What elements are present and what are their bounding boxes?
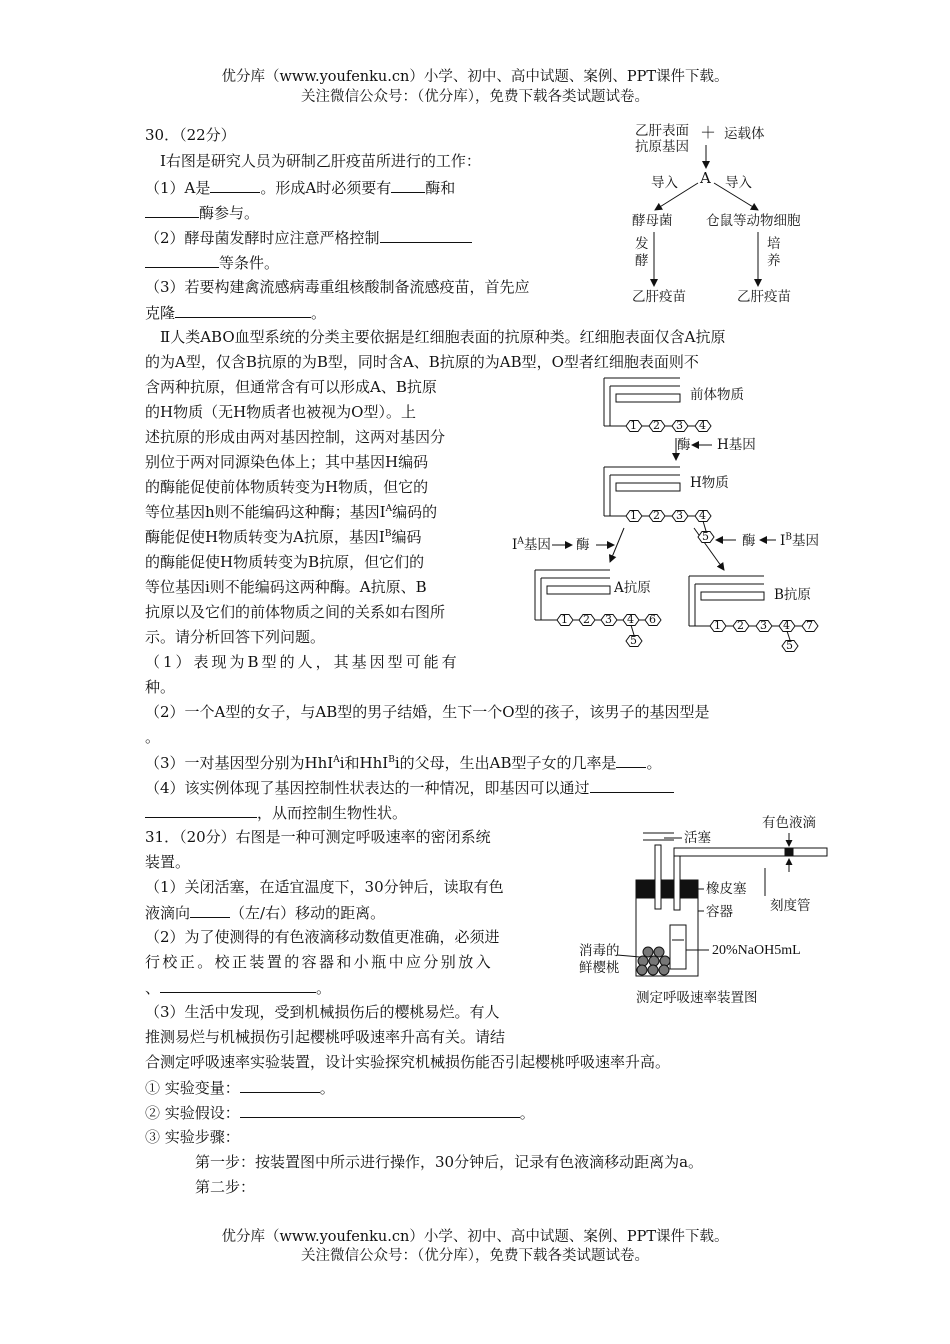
enzyme-b-label: 酶: [742, 533, 756, 549]
q30-part2-line11: 等位基因i则不能编码这两种酶。A抗原、B: [145, 578, 427, 596]
scale-tube-label: 刻度管: [770, 898, 811, 914]
ferment-label-2: 酵: [635, 253, 649, 269]
q30-part1-q2: （2）酵母菌发酵时应注意严格控制: [145, 226, 472, 249]
page-header-line2: 关注微信公众号：（优分库），免费下载各类试题试卷。: [301, 89, 649, 105]
q31-line1: 31．（20分）右图是一种可测定呼吸速率的密闭系统: [145, 828, 491, 846]
sugar-number: 3: [605, 613, 612, 626]
sugar-number: 5: [786, 639, 793, 652]
rubber-stopper-label: 橡皮塞: [706, 881, 747, 897]
vector-label: 运载体: [724, 126, 765, 142]
enzyme-a-label: 酶: [576, 537, 590, 553]
vaccine-left-label: 乙肝疫苗: [632, 289, 686, 305]
h-gene-label: H基因: [717, 437, 756, 453]
q30-part2-line8: 等位基因h则不能编码这种酶；基因$I^A$编码的: [145, 503, 438, 521]
cherries-label-2: 鲜樱桃: [579, 960, 620, 976]
a-antigen-label: A抗原: [614, 580, 651, 596]
q30-part1-q2-cont: 等条件。: [145, 251, 279, 274]
q31-hypothesis: ② 实验假设： 。: [145, 1101, 535, 1124]
sugar-number: 1: [714, 619, 721, 632]
q30-part1-q3-cont: 克隆 。: [145, 301, 326, 324]
gene-label-2: 抗原基因: [635, 139, 689, 155]
q31-step2: 第二步：: [195, 1178, 256, 1196]
vaccine-right-label: 乙肝疫苗: [737, 289, 791, 305]
q30-part2-line7: 的酶能促使前体物质转变为H物质，但它的: [145, 478, 429, 496]
q31-line7: 、 。: [145, 976, 331, 999]
container-label: 容器: [706, 904, 733, 920]
q31-line10: 合测定呼吸速率实验装置，设计实验探究机械损伤能否引起樱桃呼吸速率升高。: [145, 1053, 671, 1071]
import-left-label: 导入: [651, 175, 678, 191]
q30-part1-q1: （1）A是 。形成A时必须要有 酶和: [145, 176, 455, 199]
ia-gene-label: $I^A$基因: [512, 536, 551, 553]
q31-step1: 第一步：按装置图中所示进行操作，30分钟后，记录有色液滴移动距离为a。: [195, 1153, 704, 1171]
sugar-number: 3: [676, 419, 683, 432]
colored-drop-label: 有色液滴: [762, 815, 816, 831]
plus-sign: ＋: [700, 123, 717, 142]
animal-cells-label: 仓鼠等动物细胞: [706, 213, 801, 229]
ferment-label-1: 发: [635, 236, 649, 252]
enzyme-h-label: 酶: [677, 437, 691, 453]
sugar-number: 1: [561, 613, 568, 626]
sugar-number: 6: [649, 613, 656, 626]
q30-title: 30．（22分）: [145, 126, 236, 144]
q30-part2-line12: 抗原以及它们的前体物质之间的关系如右图所: [145, 603, 446, 621]
q30-part2-line9: 酶能促使H物质转变为A抗原，基因$I^B$编码: [145, 528, 422, 546]
apparatus-caption: 测定呼吸速率装置图: [636, 990, 758, 1006]
q30-part2-line5: 述抗原的形成由两对基因控制，这两对基因分: [145, 428, 446, 446]
sugar-number: 4: [699, 419, 706, 432]
sugar-number: 4: [699, 509, 706, 522]
q31-line5: （2）为了使测得的有色液滴移动数值更准确，必须进: [145, 928, 500, 946]
sugar-number: 2: [653, 509, 660, 522]
naoh-label: 20%NaOH5mL: [712, 943, 801, 958]
sugar-number: 7: [806, 619, 813, 632]
q31-line6: 行校正。校正装置的容器和小瓶中应分别放入: [145, 953, 494, 971]
q30-part2-line4: 的H物质（无H物质者也被视为O型）。上: [145, 403, 416, 421]
sugar-number: 4: [627, 613, 634, 626]
gene-label: 乙肝表面: [635, 123, 689, 139]
sugar-number: 3: [760, 619, 767, 632]
node-a: A: [700, 169, 711, 187]
sugar-number: 2: [583, 613, 590, 626]
sugar-number: 5: [702, 530, 709, 543]
q30-part2-q1-cont: 种。: [145, 678, 176, 696]
q30-part1-q3: （3）若要构建禽流感病毒重组核酸制备流感疫苗，首先应: [145, 278, 530, 296]
sugar-number: 2: [737, 619, 744, 632]
q30-part1-intro: Ⅰ右图是研究人员为研制乙肝疫苗所进行的工作：: [160, 152, 481, 170]
q31-variable: ① 实验变量： 。: [145, 1076, 335, 1099]
ib-gene-label: $I^B$基因: [780, 532, 819, 549]
q30-part2-q1: （1）表现为B型的人，其基因型可能有: [145, 653, 460, 671]
q30-part2-q2-cont: 。: [145, 728, 161, 746]
q30-part2-q2: （2）一个A型的女子，与AB型的男子结婚，生下一个O型的孩子，该男子的基因型是: [145, 703, 710, 721]
q31-line8: （3）生活中发现，受到机械损伤后的樱桃易烂。有人: [145, 1003, 500, 1021]
sugar-number: 1: [630, 419, 637, 432]
q31-line2: 装置。: [145, 853, 191, 871]
sugar-number: 3: [676, 509, 683, 522]
page-footer-line2: 关注微信公众号：（优分库），免费下载各类试题试卷。: [301, 1248, 649, 1264]
import-right-label: 导入: [725, 175, 752, 191]
stopcock-label: 活塞: [684, 830, 711, 846]
yeast-label: 酵母菌: [632, 213, 673, 229]
sugar-number: 2: [653, 419, 660, 432]
q30-part2-line3: 含两种抗原，但通常含有可以形成A、B抗原: [145, 378, 437, 396]
q30-part2-line6: 别位于两对同源染色体上；其中基因H编码: [145, 453, 429, 471]
q30-part2-q4-cont: ，从而控制生物性状。: [145, 801, 407, 824]
q30-part2-q3: （3）一对基因型分别为HhI$^A$i和HhI$^B$i的父母，生出AB型子女的几率是 。: [145, 751, 661, 774]
culture-label-2: 养: [767, 253, 781, 269]
page-footer-line1: 优分库（www.youfenku.cn）小学、初中、高中试题、案例、PPT课件下载。: [221, 1229, 729, 1245]
sugar-number: 1: [630, 509, 637, 522]
q30-part2-line1: Ⅱ人类ABO血型系统的分类主要依据是红细胞表面的抗原种类。红细胞表面仅含A抗原: [160, 328, 726, 346]
q30-part2-line2: 的为A型，仅含B抗原的为B型，同时含A、B抗原的为AB型，O型者红细胞表面则不: [145, 353, 699, 371]
q31-steps-heading: ③ 实验步骤：: [145, 1128, 240, 1146]
sugar-number: 5: [630, 634, 637, 647]
q30-part2-line13: 示。请分析回答下列问题。: [145, 628, 326, 646]
cherries-label-1: 消毒的: [579, 943, 620, 959]
precursor-label: 前体物质: [690, 387, 744, 403]
q31-line3: （1）关闭活塞，在适宜温度下，30分钟后，读取有色: [145, 878, 504, 896]
q30-part2-line10: 的酶能促使H物质转变为B抗原，但它们的: [145, 553, 425, 571]
q31-line9: 推测易烂与机械损伤引起樱桃呼吸速率升高有关。请结: [145, 1028, 506, 1046]
sugar-number: 4: [783, 619, 790, 632]
culture-label-1: 培: [767, 236, 781, 252]
q30-part2-q4: （4）该实例体现了基因控制性状表达的一种情况，即基因可以通过: [145, 776, 674, 799]
q30-part1-q1-cont: 酶参与。: [145, 201, 259, 224]
page-header-line1: 优分库（www.youfenku.cn）小学、初中、高中试题、案例、PPT课件下载。: [221, 69, 729, 85]
q31-line4: 液滴向 （左/右）移动的距离。: [145, 901, 385, 924]
b-antigen-label: B抗原: [774, 587, 811, 603]
h-substance-label: H物质: [690, 475, 729, 491]
